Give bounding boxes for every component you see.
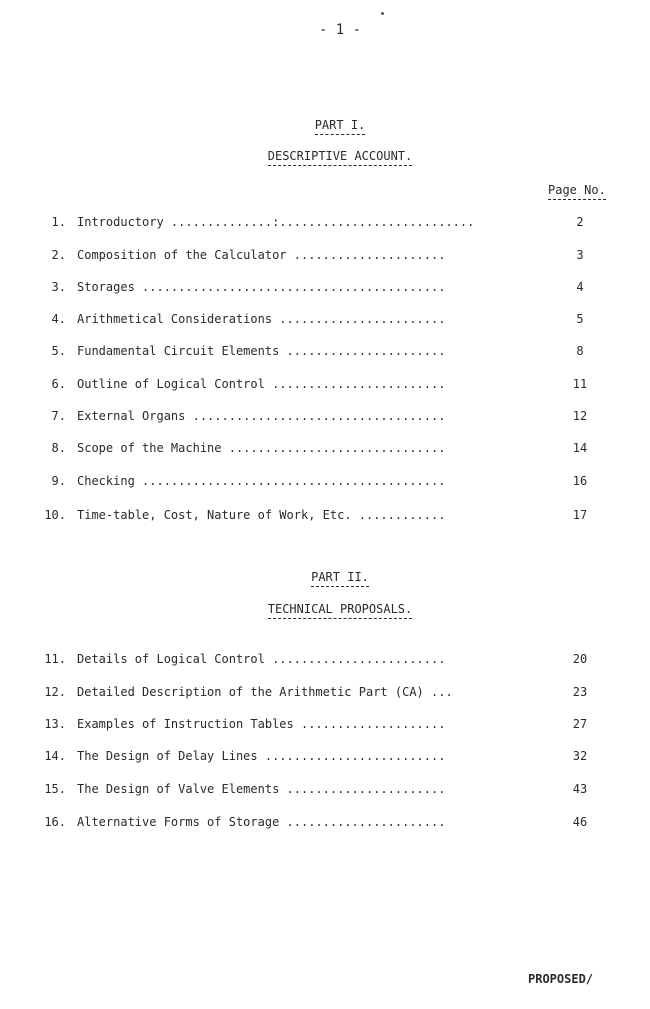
toc-row — [0, 441, 650, 459]
toc-entry-number: 2. — [51, 248, 66, 262]
continuation-word: PROPOSED/ — [528, 972, 594, 986]
toc-row — [0, 508, 650, 526]
toc-entry-number: 9. — [51, 474, 66, 488]
toc-row — [0, 717, 650, 735]
toc-entry-number: 3. — [51, 280, 66, 294]
toc-entry-title: Checking .......................................... — [77, 474, 446, 488]
toc-entry-number: 1. — [51, 215, 66, 229]
toc-entry-title: Storages .......................................... — [77, 280, 446, 294]
toc-entry-number: 13. — [44, 717, 66, 731]
toc-entry-page: 3 — [576, 248, 584, 262]
toc-entry-title: Scope of the Machine .............................. — [77, 441, 446, 455]
toc-row — [0, 344, 650, 362]
toc-entry-page: 12 — [572, 409, 588, 423]
toc-entry-number: 14. — [44, 749, 66, 763]
toc-entry-title: The Design of Delay Lines ......................... — [77, 749, 446, 763]
toc-entry-title: Alternative Forms of Storage ...................... — [77, 815, 446, 829]
toc-entry-title: Fundamental Circuit Elements ...................... — [77, 344, 446, 358]
toc-entry-number: 11. — [44, 652, 66, 666]
part2-subtitle: TECHNICAL PROPOSALS. — [0, 602, 650, 619]
toc-entry-page: 20 — [572, 652, 588, 666]
toc-entry-page: 16 — [572, 474, 588, 488]
toc-row — [0, 280, 650, 298]
toc-row — [0, 652, 650, 670]
toc-entry-title: External Organs ................................... — [77, 409, 446, 423]
toc-entry-number: 8. — [51, 441, 66, 455]
part2-title: PART II. — [0, 570, 650, 587]
toc-entry-number: 10. — [44, 508, 66, 522]
toc-entry-title: Detailed Description of the Arithmetic Part (CA) ... — [77, 685, 453, 699]
toc-row — [0, 377, 650, 395]
toc-entry-page: 23 — [572, 685, 588, 699]
toc-entry-number: 16. — [44, 815, 66, 829]
toc-entry-title: Examples of Instruction Tables .................... — [77, 717, 446, 731]
toc-entry-title: Outline of Logical Control ........................ — [77, 377, 446, 391]
toc-entry-page: 14 — [572, 441, 588, 455]
part1-subtitle: DESCRIPTIVE ACCOUNT. — [0, 149, 650, 166]
toc-entry-page: 11 — [572, 377, 588, 391]
toc-entry-page: 43 — [572, 782, 588, 796]
toc-entry-title: Introductory ..............:........................... — [77, 215, 475, 229]
toc-entry-page: 46 — [572, 815, 588, 829]
part1-title: PART I. — [0, 118, 650, 135]
toc-entry-page: 5 — [576, 312, 584, 326]
toc-entry-page: 4 — [576, 280, 584, 294]
toc-entry-number: 15. — [44, 782, 66, 796]
ink-speck — [381, 12, 384, 15]
toc-entry-title: Details of Logical Control ........................ — [77, 652, 446, 666]
toc-entry-number: 6. — [51, 377, 66, 391]
toc-entry-number: 5. — [51, 344, 66, 358]
toc-entry-number: 12. — [44, 685, 66, 699]
toc-entry-page: 8 — [576, 344, 584, 358]
toc-row — [0, 474, 650, 492]
toc-row — [0, 685, 650, 703]
page-no-column-header: Page No. — [548, 183, 606, 197]
toc-row — [0, 215, 650, 233]
toc-row — [0, 248, 650, 266]
toc-entry-page: 27 — [572, 717, 588, 731]
toc-entry-page: 2 — [576, 215, 584, 229]
toc-row — [0, 782, 650, 800]
toc-entry-title: Composition of the Calculator ..................... — [77, 248, 446, 262]
toc-entry-title: Arithmetical Considerations ....................... — [77, 312, 446, 326]
toc-entry-number: 4. — [51, 312, 66, 326]
toc-entry-title: The Design of Valve Elements ...................... — [77, 782, 446, 796]
toc-row — [0, 312, 650, 330]
toc-entry-number: 7. — [51, 409, 66, 423]
toc-row — [0, 409, 650, 427]
toc-entry-page: 17 — [572, 508, 588, 522]
toc-entry-title: Time-table, Cost, Nature of Work, Etc. ............ — [77, 508, 446, 522]
toc-row — [0, 749, 650, 767]
toc-row — [0, 815, 650, 833]
toc-entry-page: 32 — [572, 749, 588, 763]
page-number: - 1 - — [318, 22, 362, 38]
